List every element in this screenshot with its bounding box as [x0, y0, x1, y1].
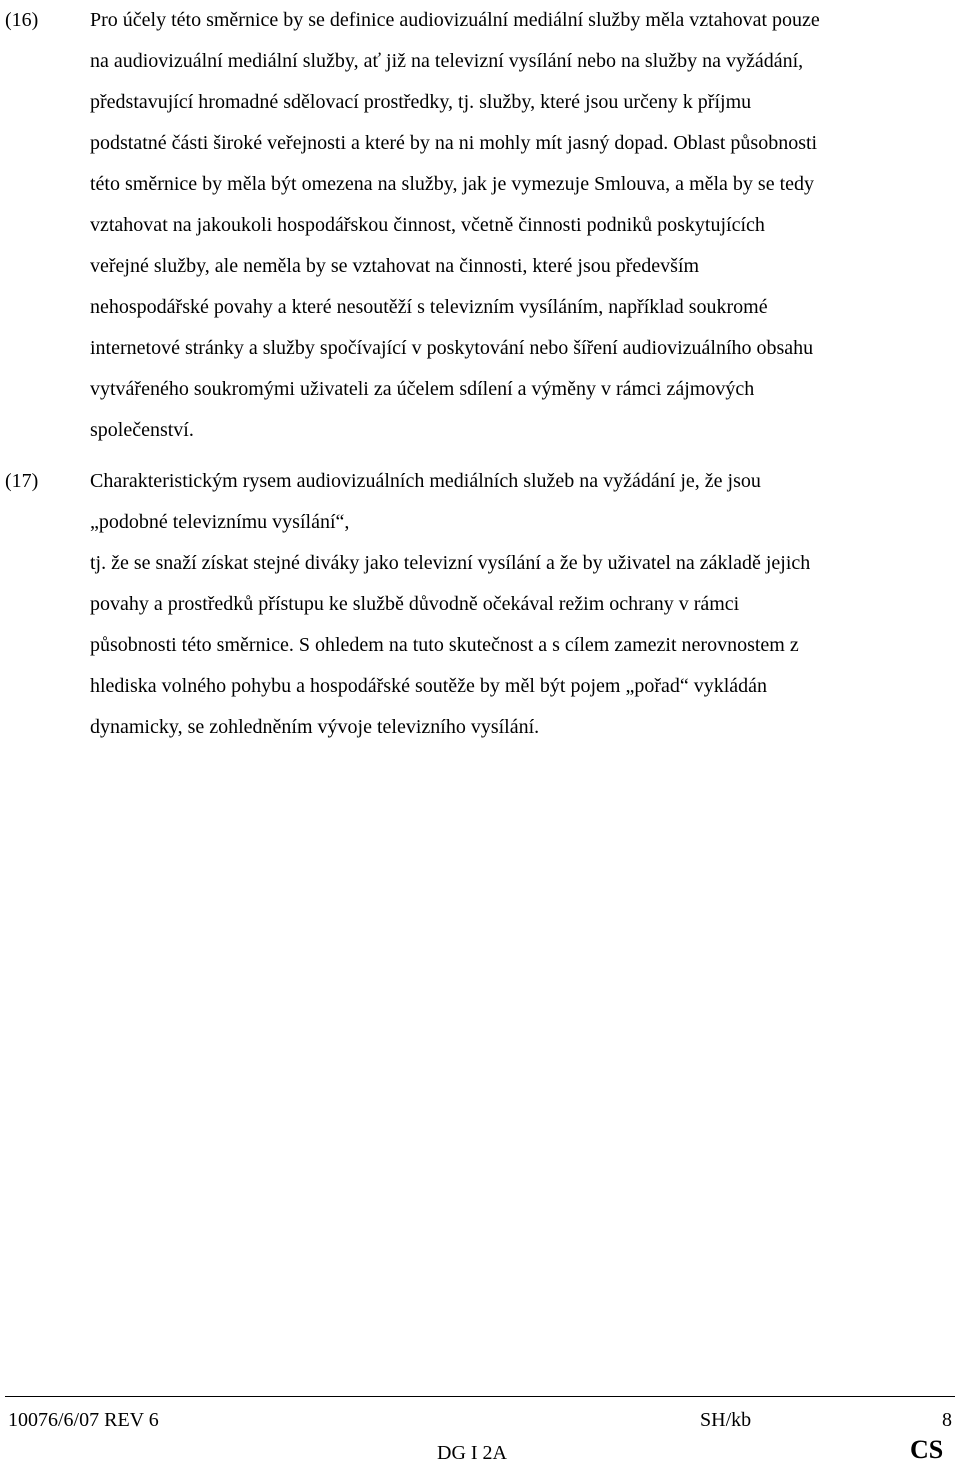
footer-language-code: CS — [910, 1435, 944, 1464]
footer-initials: SH/kb — [700, 1409, 752, 1431]
paragraph-line: Charakteristickým rysem audiovizuálních mediálních služeb na vyžádání je, že jsou — [90, 470, 761, 492]
paragraph-line: internetové stránky a služby spočívající v poskytování nebo šíření audiovizuálního obsahu — [90, 337, 814, 359]
paragraph-line: působnosti této směrnice. S ohledem na tuto skutečnost a s cílem zamezit nerovnostem z — [90, 634, 799, 656]
paragraph-line: Pro účely této směrnice by se definice audiovizuální mediální služby měla vztahovat pouze — [90, 9, 820, 31]
footer-divider — [5, 1396, 955, 1397]
paragraph-line: společenství. — [90, 419, 194, 441]
paragraph-number: (17) — [5, 470, 39, 492]
paragraph-line: nehospodářské povahy a které nesoutěží s televizním vysíláním, například soukromé — [90, 296, 768, 318]
paragraph-number: (16) — [5, 9, 39, 31]
paragraph-line: povahy a prostředků přístupu ke službě důvodně očekával režim ochrany v rámci — [90, 593, 740, 615]
paragraph-line: této směrnice by měla být omezena na služby, jak je vymezuje Smlouva, a měla by se tedy — [90, 173, 815, 195]
paragraph-line: vztahovat na jakoukoli hospodářskou činnost, včetně činnosti podniků poskytujících — [90, 214, 765, 236]
paragraph-line: „podobné televiznímu vysílání“, — [90, 511, 350, 533]
paragraph-line: na audiovizuální mediální služby, ať již na televizní vysílání nebo na služby na vyžádání, — [90, 50, 804, 72]
footer-directorate: DG I 2A — [437, 1442, 507, 1464]
paragraph-line: tj. že se snaží získat stejné diváky jako televizní vysílání a že by uživatel na základě jejich — [90, 552, 811, 574]
paragraph-line: hlediska volného pohybu a hospodářské soutěže by měl být pojem „pořad“ vykládán — [90, 675, 768, 697]
paragraph-line: veřejné služby, ale neměla by se vztahovat na činnosti, které jsou především — [90, 255, 700, 277]
footer-page-number: 8 — [942, 1409, 952, 1431]
footer-doc-ref: 10076/6/07 REV 6 — [8, 1409, 159, 1431]
paragraph-line: dynamicky, se zohledněním vývoje televizního vysílání. — [90, 716, 540, 738]
paragraph-line: vytvářeného soukromými uživateli za účelem sdílení a výměny v rámci zájmových — [90, 378, 755, 400]
paragraph-line: představující hromadné sdělovací prostředky, tj. služby, které jsou určeny k příjmu — [90, 91, 752, 113]
paragraph-line: podstatné části široké veřejnosti a které by na ni mohly mít jasný dopad. Oblast působnosti — [90, 132, 818, 154]
